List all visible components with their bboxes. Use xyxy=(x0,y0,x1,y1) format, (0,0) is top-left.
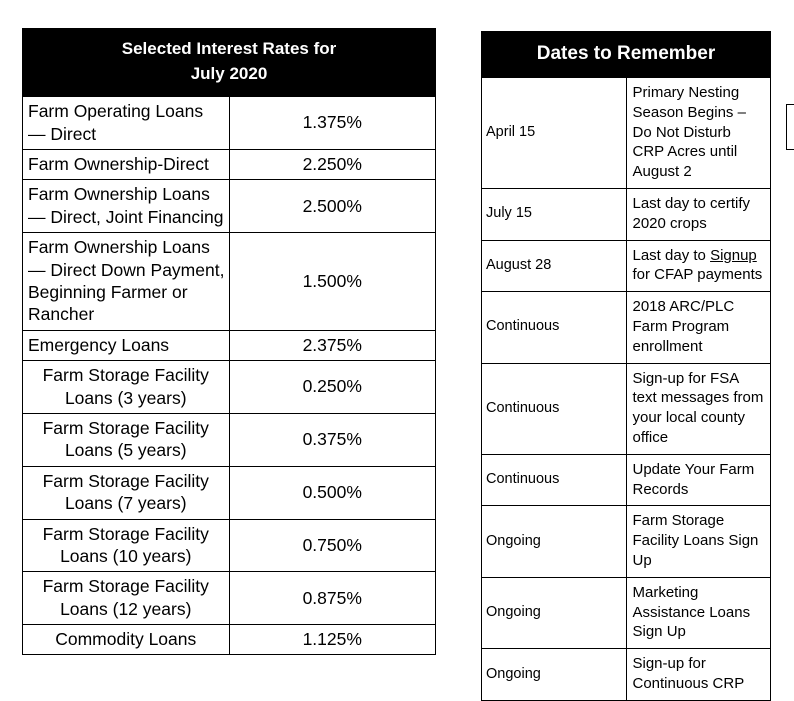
date-when-cell: April 15 xyxy=(482,78,627,189)
rate-name-cell: Farm Operating Loans — Direct xyxy=(23,97,230,150)
table-row xyxy=(482,363,771,454)
rate-value-cell: 0.750% xyxy=(229,519,436,572)
table-row xyxy=(482,454,771,506)
date-description-text-post: for CFAP payments xyxy=(632,266,763,284)
dates-header xyxy=(482,32,771,78)
date-when-cell: Ongoing xyxy=(482,506,627,577)
interest-rates-header xyxy=(23,29,436,97)
date-description-cell: Primary Nesting Season Begins – Do Not Disturb CRP Acres until August 2 xyxy=(626,78,771,189)
dates-title: Dates to Remember xyxy=(482,32,771,78)
interest-rates-body xyxy=(23,97,436,655)
rate-name-cell: Commodity Loans xyxy=(23,625,230,655)
table-row xyxy=(23,519,436,572)
date-description-cell: Last day to certify 2020 crops xyxy=(626,188,771,240)
date-description-cell: Sign-up for Continuous CRP xyxy=(626,649,771,701)
table-row xyxy=(23,97,436,150)
table-row xyxy=(23,413,436,466)
interest-rates-table xyxy=(22,28,436,655)
rate-name-cell: Farm Storage Facility Loans (12 years) xyxy=(23,572,230,625)
table-row xyxy=(23,233,436,331)
rate-value-cell: 0.875% xyxy=(229,572,436,625)
date-description-cell xyxy=(626,240,771,292)
table-row xyxy=(482,78,771,189)
table-row xyxy=(23,330,436,360)
rate-name-cell: Farm Storage Facility Loans (5 years) xyxy=(23,413,230,466)
rate-value-cell: 0.250% xyxy=(229,361,436,414)
table-row xyxy=(23,466,436,519)
date-when-cell: Ongoing xyxy=(482,577,627,648)
interest-rates-title-line2: July 2020 xyxy=(190,63,268,83)
rate-value-cell: 1.375% xyxy=(229,97,436,150)
date-when-cell: Ongoing xyxy=(482,649,627,701)
rate-name-cell: Farm Ownership Loans — Direct Down Payment, Beginning Farmer or Rancher xyxy=(23,233,230,331)
table-row xyxy=(23,150,436,180)
date-description-cell: 2018 ARC/PLC Farm Program enrollment xyxy=(626,292,771,363)
rate-name-cell: Emergency Loans xyxy=(23,330,230,360)
table-header-row xyxy=(23,29,436,97)
date-when-cell: July 15 xyxy=(482,188,627,240)
rate-value-cell: 1.500% xyxy=(229,233,436,331)
table-header-row xyxy=(482,32,771,78)
rate-value-cell: 1.125% xyxy=(229,625,436,655)
rate-name-cell: Farm Storage Facility Loans (10 years) xyxy=(23,519,230,572)
dates-body xyxy=(482,78,771,701)
date-when-cell: Continuous xyxy=(482,454,627,506)
rate-name-cell: Farm Storage Facility Loans (3 years) xyxy=(23,361,230,414)
date-description-text: Last day to xyxy=(632,246,711,264)
rate-value-cell: 0.375% xyxy=(229,413,436,466)
table-row xyxy=(482,188,771,240)
date-when-cell: Continuous xyxy=(482,363,627,454)
date-description-cell: Sign-up for FSA text messages from your local county office xyxy=(626,363,771,454)
table-row xyxy=(23,180,436,233)
date-description-cell: Update Your Farm Records xyxy=(626,454,771,506)
interest-rates-title-line1: Selected Interest Rates for xyxy=(121,39,337,58)
table-row xyxy=(482,577,771,648)
rate-name-cell: Farm Storage Facility Loans (7 years) xyxy=(23,466,230,519)
signup-link[interactable]: Signup xyxy=(710,246,757,264)
table-row xyxy=(482,240,771,292)
rate-value-cell: 2.375% xyxy=(229,330,436,360)
rate-name-cell: Farm Ownership Loans — Direct, Joint Financing xyxy=(23,180,230,233)
rate-value-cell: 2.500% xyxy=(229,180,436,233)
dates-to-remember-table xyxy=(481,31,771,701)
table-row xyxy=(23,572,436,625)
table-row xyxy=(482,506,771,577)
interest-rates-title xyxy=(23,29,436,97)
date-when-cell: Continuous xyxy=(482,292,627,363)
table-row xyxy=(482,292,771,363)
rate-name-cell: Farm Ownership-Direct xyxy=(23,150,230,180)
table-row xyxy=(23,361,436,414)
page-edge-marker xyxy=(786,104,794,150)
date-description-cell: Marketing Assistance Loans Sign Up xyxy=(626,577,771,648)
rate-value-cell: 2.250% xyxy=(229,150,436,180)
date-description-cell: Farm Storage Facility Loans Sign Up xyxy=(626,506,771,577)
date-when-cell: August 28 xyxy=(482,240,627,292)
table-row xyxy=(482,649,771,701)
table-row xyxy=(23,625,436,655)
rate-value-cell: 0.500% xyxy=(229,466,436,519)
